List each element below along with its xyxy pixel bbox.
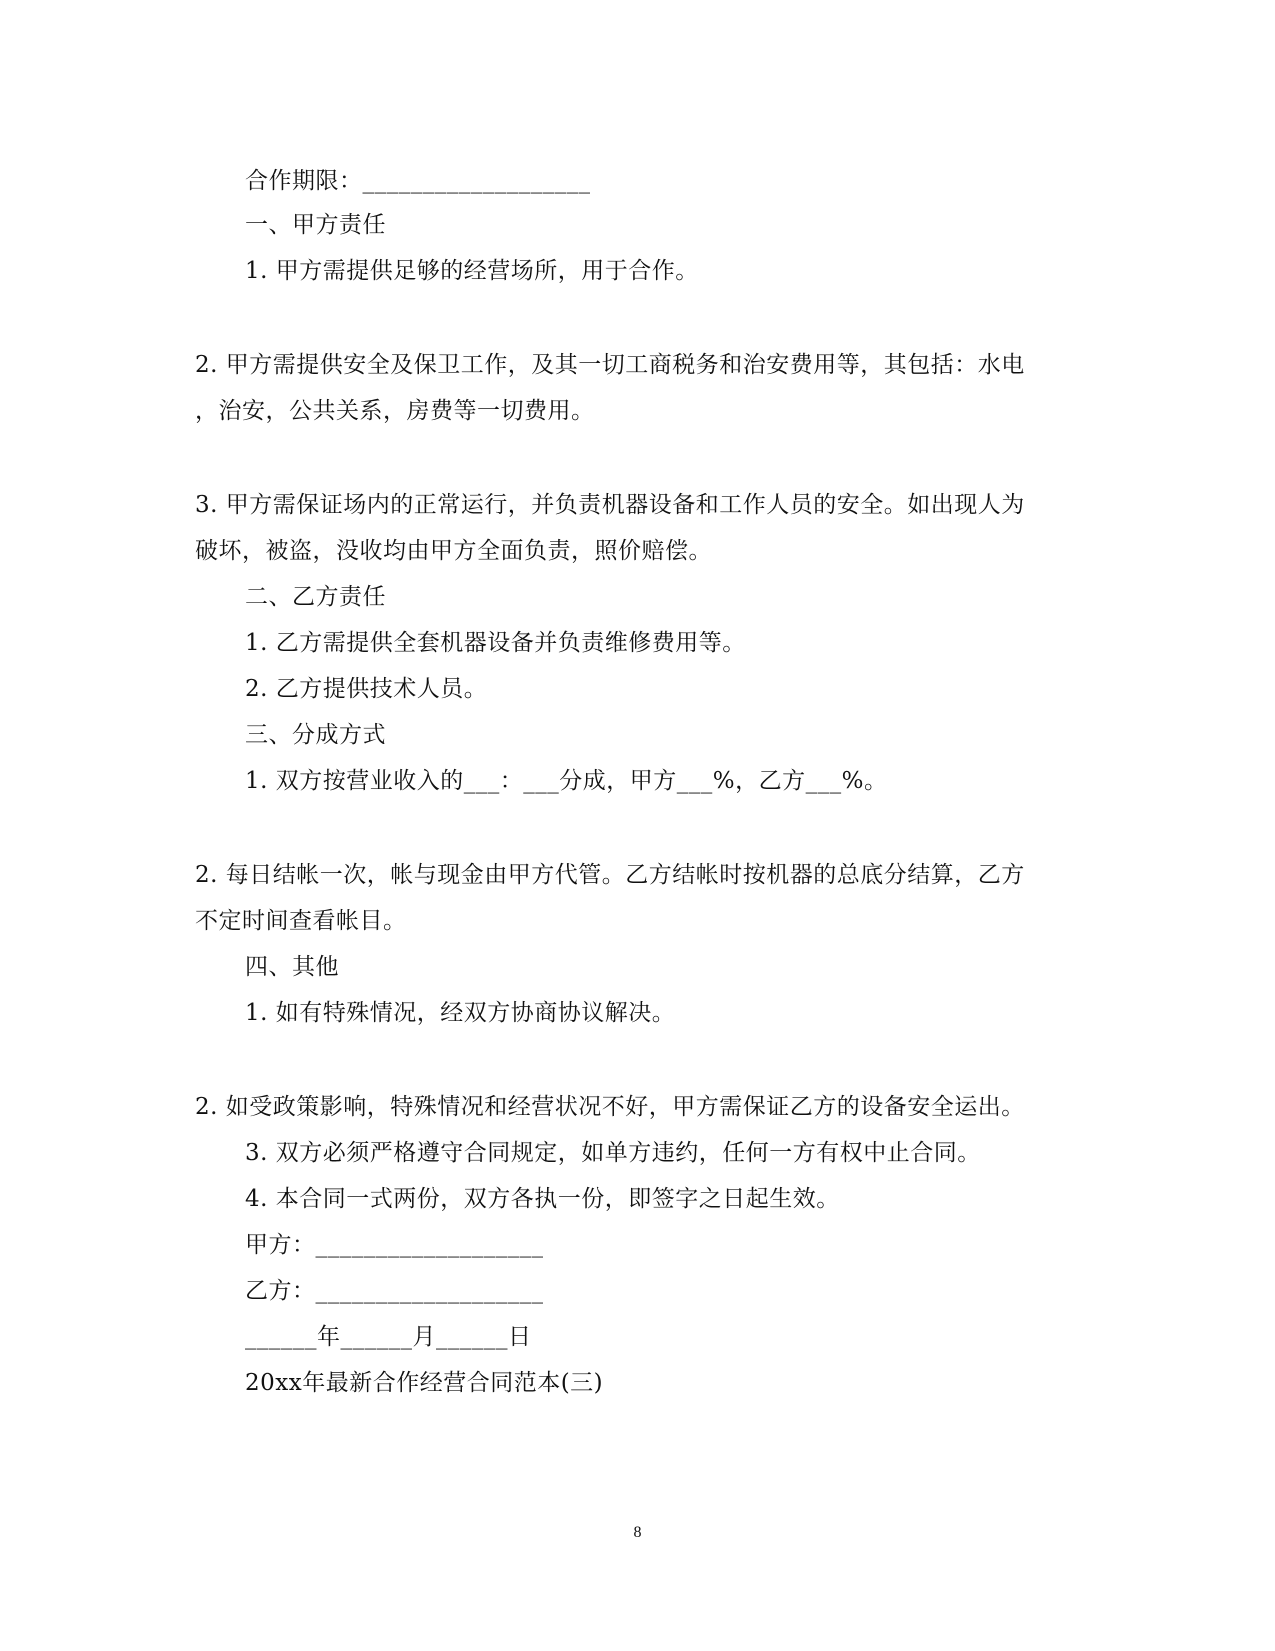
clause-a3-line2: 破坏，被盗，没收均由甲方全面负责，照价赔偿。 [195, 538, 712, 564]
clause-other4: 4. 本合同一式两份，双方各执一份，即签字之日起生效。 [245, 1186, 840, 1212]
clause-split2-line1: 2. 每日结帐一次，帐与现金由甲方代管。乙方结帐时按机器的总底分结算，乙方 [195, 862, 1025, 888]
signature-party-a: 甲方：___________________ [245, 1232, 544, 1258]
clause-a2-line2: ，治安，公共关系，房费等一切费用。 [195, 398, 595, 424]
clause-split1: 1. 双方按营业收入的___：___分成，甲方___%，乙方___%。 [245, 768, 888, 794]
clause-b1: 1. 乙方需提供全套机器设备并负责维修费用等。 [245, 630, 746, 656]
date-line: ______年______月______日 [245, 1324, 532, 1350]
page-number: 8 [633, 1524, 642, 1541]
clause-other3: 3. 双方必须严格遵守合同规定，如单方违约，任何一方有权中止合同。 [245, 1140, 981, 1166]
section-heading-party-b: 二、乙方责任 [245, 584, 386, 610]
signature-party-b: 乙方：___________________ [245, 1278, 544, 1304]
clause-other2: 2. 如受政策影响，特殊情况和经营状况不好，甲方需保证乙方的设备安全运出。 [195, 1094, 1025, 1120]
clause-split2-line2: 不定时间查看帐目。 [195, 908, 407, 934]
clause-a1: 1. 甲方需提供足够的经营场所，用于合作。 [245, 258, 699, 284]
section-heading-other: 四、其他 [245, 954, 339, 980]
section-heading-split: 三、分成方式 [245, 722, 386, 748]
clause-a3-line1: 3. 甲方需保证场内的正常运行，并负责机器设备和工作人员的安全。如出现人为 [195, 492, 1025, 518]
cooperation-term-line: 合作期限：___________________ [245, 168, 591, 194]
clause-a2-line1: 2. 甲方需提供安全及保卫工作，及其一切工商税务和治安费用等，其包括：水电 [195, 352, 1025, 378]
clause-other1: 1. 如有特殊情况，经双方协商协议解决。 [245, 1000, 676, 1026]
clause-b2: 2. 乙方提供技术人员。 [245, 676, 488, 702]
section-heading-party-a: 一、甲方责任 [245, 212, 386, 238]
next-contract-title: 20xx年最新合作经营合同范本(三) [245, 1370, 604, 1396]
